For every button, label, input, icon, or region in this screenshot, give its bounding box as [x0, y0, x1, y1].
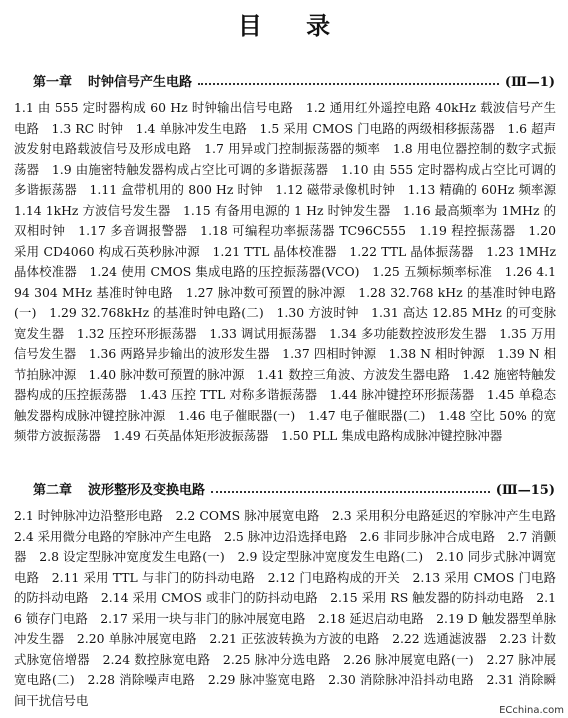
chapter-number: 第一章 [33, 75, 73, 90]
leader-dots [198, 83, 499, 85]
chapter-entries-text: 2.1 时钟脉冲边沿整形电路 2.2 COMS 脉冲展宽电路 2.3 采用积分电路延迟的窄脉冲产生电路 2.4 采用微分电路的窄脉冲产生电路 2.5 脉冲边沿选择电路 2.6 非同步脉冲合成电路 2.7 消颤器 2.8 设定型脉冲宽度发生电路(一) 2.9 设定型脉冲宽度发生电路(二) 2.10 同步式脉冲调宽电路 2.11 采用 TTL 与非门的防抖动电路 2.12 门电路构成的开关 2.13 采用 CMOS 门电路的防抖动电路 2.14 采用 CMOS 或非门的防抖动电路 2.15 采用 RS 触发器的防抖动电路 2.16 锁存门电路 2.17 采用一块与非门的脉冲展宽电路 2.18 延迟启动电路 2.19 D 触发器型单脉冲发生器 2.20 单脉冲展宽电路 2.21 正弦波转换为方波的电路 2.22 选通滤波器 2.23 计数式脉宽倍增器 2.24 数控脉宽电路 2.25 脉冲分选电路 2.26 脉冲展宽电路(一) 2.27 脉冲展宽电路(二) 2.28 消除噪声电路 2.29 脉冲鉴宽电路 2.30 消除脉冲沿抖动电路 2.31 消除瞬间干扰信号电 [14, 508, 568, 708]
chapter-entries-text: 1.1 由 555 定时器构成 60 Hz 时钟输出信号电路 1.2 通用红外遥控电路 40kHz 载波信号产生电路 1.3 RC 时钟 1.4 单脉冲发生电路 1.5 采用 CMOS 门电路的两级相移振荡器 1.6 超声波发射电路载波信号及形成电路 1.7 用异或门控制振荡器的频率 1.8 用电位器控制的数字式振荡器 1.9 由施密特触发器构成占空比可调的多谐振荡器 1.10 由 555 定时器构成占空比可调的多谐振荡器 1.11 盒带机用的 800 Hz 时钟 1.12 磁带录像机时钟 1.13 精确的 60Hz 频率源 1.14 1kHz 方波信号发生器 1.15 有备用电源的 1 Hz 时钟发生器 1.16 最高频率为 1MHz 的双相时钟 1.17 多音调报警器 1.18 可编程功率振荡器 TC96C555 1.19 程控振荡器 1.20 采用 CD4060 构成石英秒脉冲源 1.21 TTL 晶体校准器 1.22 TTL 晶体振荡器 1.23 1MHz 晶体校准器 1.24 使用 CMOS 集成电路的压控振荡器(VCO) 1.25 五频标频率标准 1.26 4.194 304 MHz 基准时钟电路 1.27 脉冲数可预置的脉冲源 1.28 32.768 kHz 的基准时钟电路(一) 1.29 32.768kHz 的基准时钟电路(二) 1.30 方波时钟 1.31 高达 12.85 MHz 的可变脉宽发生器 1.32 压控环形振荡器 1.33 调试用振荡器 1.34 多功能数控波形发生器 1.35 万用信号发生器 1.36 两路异步输出的波形发生器 1.37 四相时钟源 1.38 N 相时钟源 1.39 N 相节拍脉冲源 1.40 脉冲数可预置的脉冲源 1.41 数控三角波、方波发生器电路 1.42 施密特触发器构成的压控振荡器 1.43 压控 TTL 对称多谐振荡器 1.44 脉冲键控环形振荡器 1.45 单稳态触发器构成脉冲键控脉冲源 1.46 电子催眠器(一) 1.47 电子催眠器(二) 1.48 空比 50% 的宽频带方波振荡器 1.49 石英晶体矩形波振荡器 1.50 PLL 集成电路构成脉冲键控脉冲器 [14, 100, 568, 443]
leader-dots [211, 491, 490, 493]
chapter-heading-1[interactable] [33, 68, 555, 90]
chapter-page-ref: (Ⅲ—1) [504, 75, 555, 90]
watermark: ECchina.com [499, 705, 564, 716]
chapter-entries [14, 98, 568, 447]
chapter-page-ref: (Ⅲ—15) [495, 483, 555, 498]
chapter-name: 波形整形及变换电路 [88, 483, 206, 498]
page-title: 目 录 [237, 11, 349, 40]
chapter-number: 第二章 [33, 483, 73, 498]
chapter-heading-2[interactable] [33, 476, 555, 498]
chapter-name: 时钟信号产生电路 [88, 75, 193, 90]
